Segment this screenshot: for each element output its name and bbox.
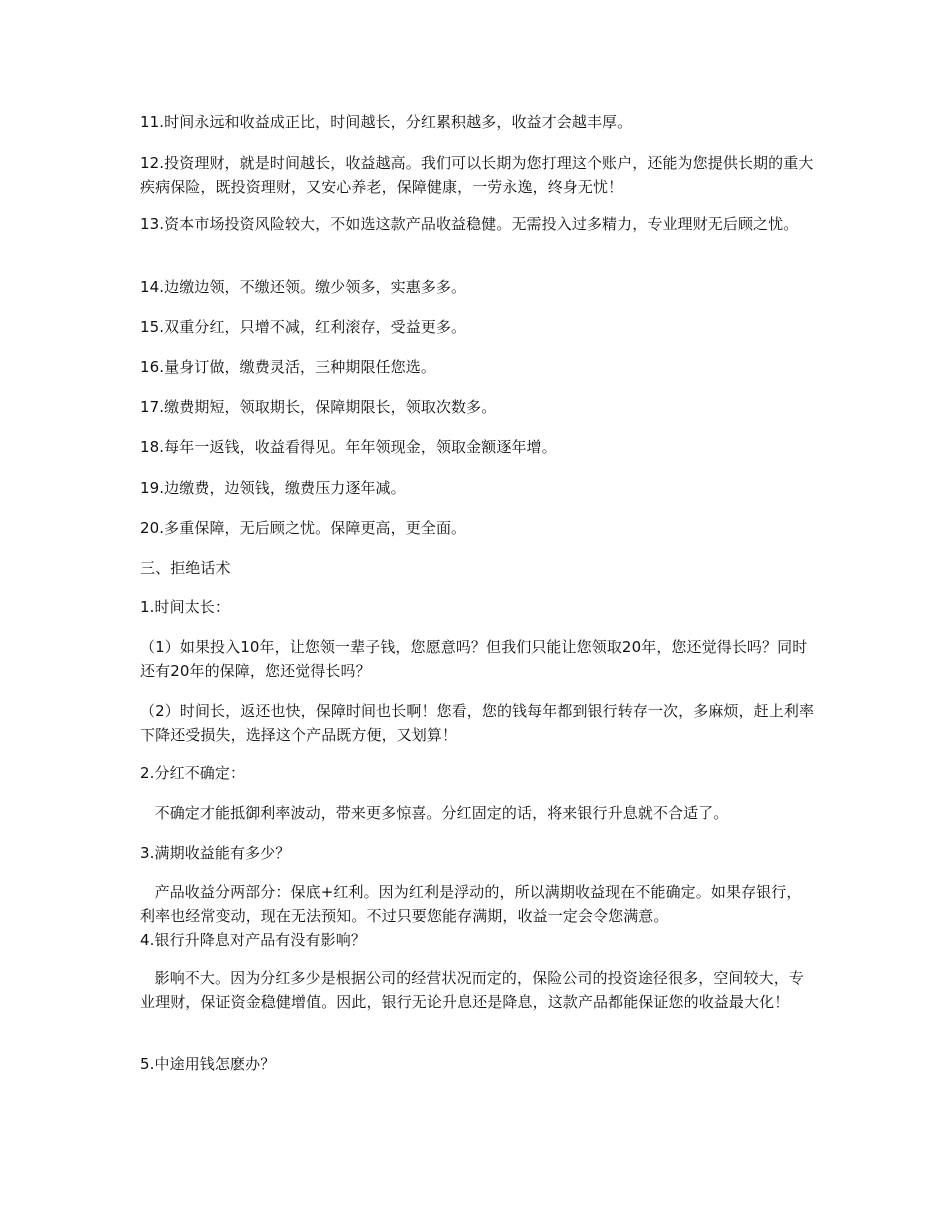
paragraph-item-12: 12.投资理财，就是时间越长，收益越高。我们可以长期为您打理这个账户，还能为您提供长期的重大疾病保险，既投资理财，又安心养老，保障健康，一劳永逸，终身无忧！: [140, 154, 814, 196]
answer-paragraph-4: 影响不大。因为分红多少是根据公司的经营状况而定的，保险公司的投资途径很多，空间较大，专业理财，保证资金稳健增值。因此，银行无论升息还是降息，这款产品都能保证您的收益最大化！: [140, 969, 804, 1011]
paragraph-item-16: 16.量身订做，缴费灵活，三种期限任您选。: [140, 358, 436, 376]
question-heading-2: 2.分红不确定：: [140, 764, 246, 782]
paragraph-item-11: 11.时间永远和收益成正比，时间越长，分红累积越多，收益才会越丰厚。: [140, 113, 633, 131]
question-heading-1: 1.时间太长：: [140, 598, 231, 616]
paragraph-item-13: 13.资本市场投资风险较大，不如选这款产品收益稳健。无需投入过多精力，专业理财无后顾之忧。: [140, 215, 799, 233]
section-heading: 三、拒绝话术: [140, 559, 231, 577]
question-heading-3: 3.满期收益能有多少？: [140, 844, 291, 862]
question-heading-5: 5.中途用钱怎麽办？: [140, 1055, 276, 1073]
paragraph-item-19: 19.边缴费，边领钱，缴费压力逐年减。: [140, 479, 406, 497]
paragraph-item-20: 20.多重保障，无后顾之忧。保障更高，更全面。: [140, 519, 467, 537]
question-heading-4: 4.银行升降息对产品有没有影响？: [140, 931, 366, 949]
paragraph-item-18: 18.每年一返钱，收益看得见。年年领现金，领取金额逐年增。: [140, 438, 557, 456]
answer-paragraph-1a: （1）如果投入10年，让您领一辈子钱，您愿意吗？但我们只能让您领取20年，您还觉得长吗？同时还有20年的保障，您还觉得长吗？: [140, 638, 808, 680]
answer-paragraph-3: 产品收益分两部分：保底+红利。因为红利是浮动的，所以满期收益现在不能确定。如果存银行，利率也经常变动，现在无法预知。不过只要您能存满期，收益一定会令您满意。: [140, 883, 802, 925]
paragraph-item-15: 15.双重分红，只增不减，红利滚存，受益更多。: [140, 318, 467, 336]
paragraph-item-14: 14.边缴边领，不缴还领。缴少领多，实惠多多。: [140, 278, 467, 296]
answer-paragraph-1b: （2）时间长，返还也快，保障时间也长啊！您看，您的钱每年都到银行转存一次，多麻烦，赶上利率下降还受损失，选择这个产品既方便，又划算！: [140, 702, 815, 744]
answer-paragraph-2: 不确定才能抵御利率波动，带来更多惊喜。分红固定的话，将来银行升息就不合适了。: [140, 804, 729, 822]
paragraph-item-17: 17.缴费期短，领取期长，保障期限长，领取次数多。: [140, 398, 497, 416]
